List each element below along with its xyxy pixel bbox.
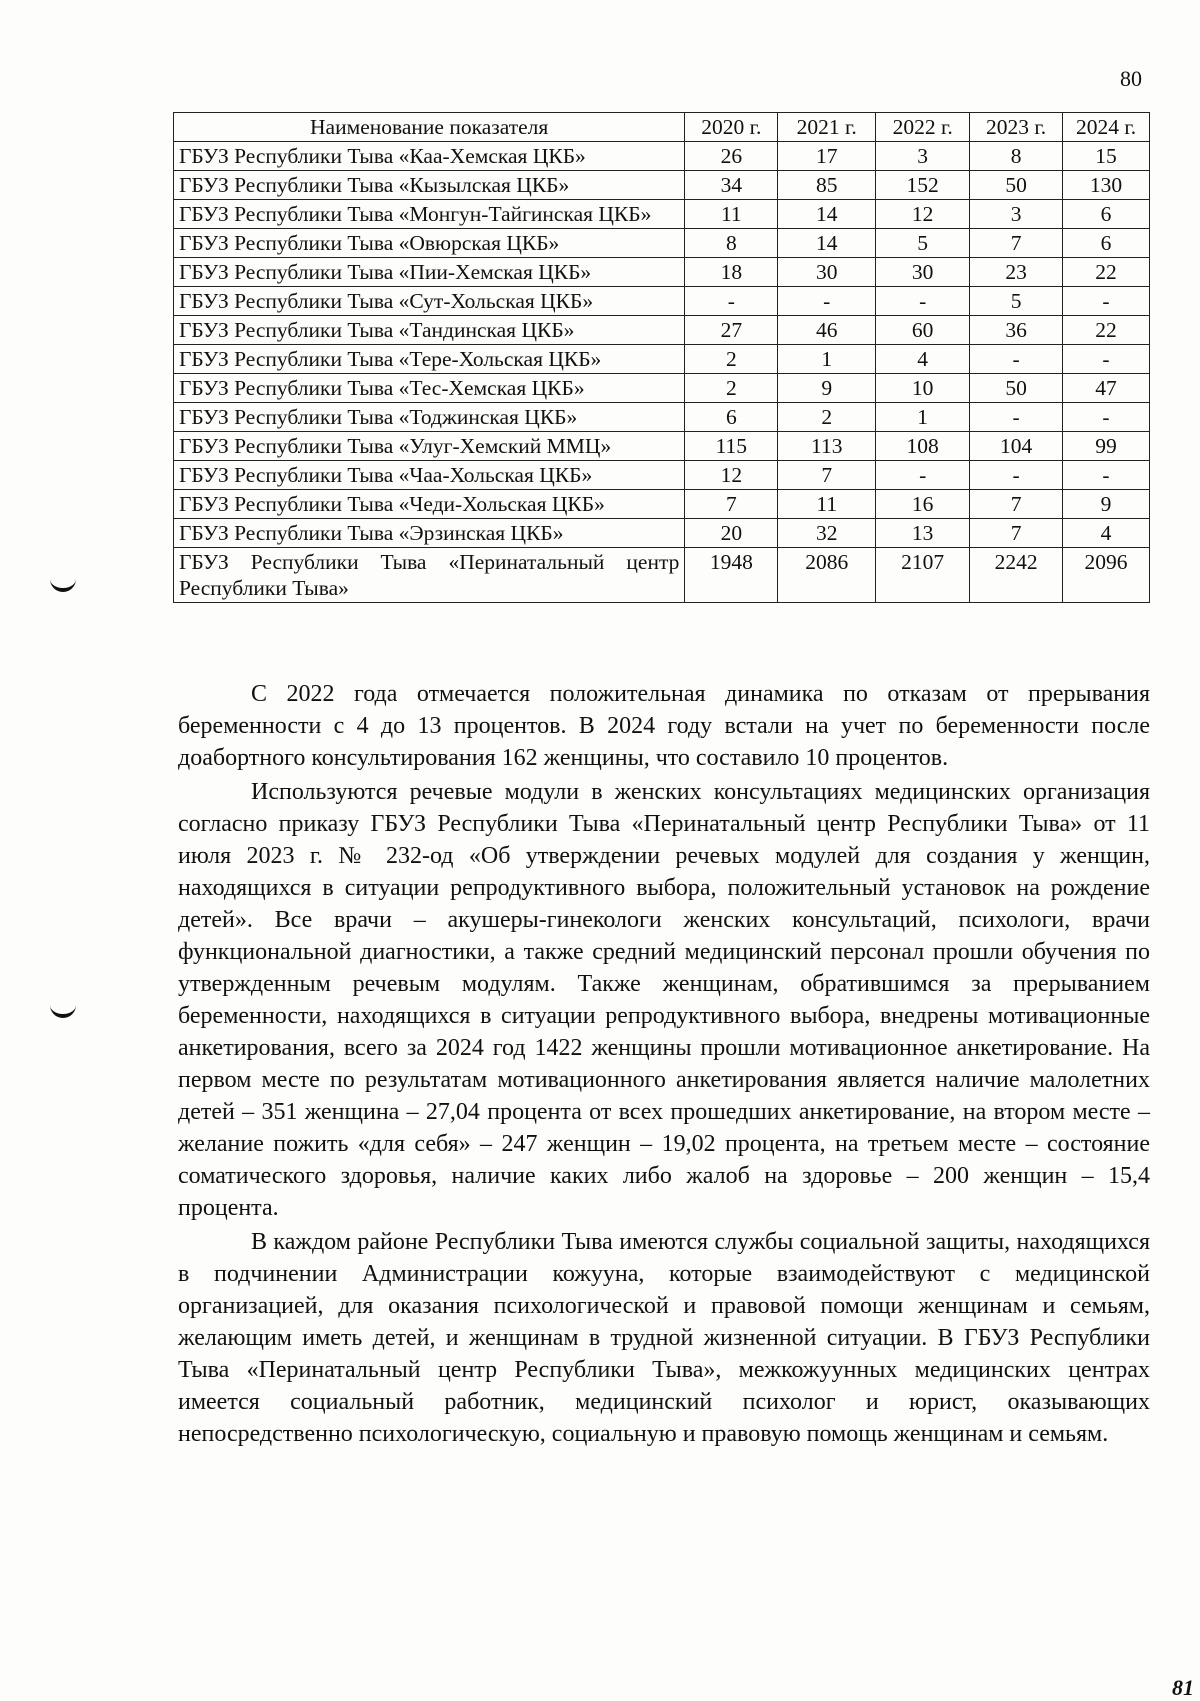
value-cell: 2096 (1063, 548, 1150, 603)
value-cell: 1948 (685, 548, 778, 603)
table-row (174, 229, 1150, 258)
value-cell: - (876, 287, 970, 316)
value-cell: 2242 (970, 548, 1063, 603)
value-cell: 4 (1063, 519, 1150, 548)
value-cell: - (1063, 403, 1150, 432)
table-header-row (174, 113, 1150, 142)
header-year-2020: 2020 г. (685, 113, 778, 142)
table-row (174, 403, 1150, 432)
value-cell: 11 (778, 490, 876, 519)
value-cell: 4 (876, 345, 970, 374)
header-indicator-name: Наименование показателя (174, 113, 685, 142)
value-cell: 16 (876, 490, 970, 519)
header-year-2022: 2022 г. (876, 113, 970, 142)
value-cell: 99 (1063, 432, 1150, 461)
paragraph: Используются речевые модули в женских консультациях медицинских организация согласно приказу ГБУЗ Республики Тыва «Перинатальный центр Республики Тыва» от 11 июля 2023 г. № 232-од «Об утверждении речевых модулей для создания у женщин, находящихся в ситуации репродуктивного выбора, положительный установок на рождение детей». Все врачи – акушеры-гинекологи женских консультаций, психологи, врачи функциональной диагностики, а также средний медицинский персонал прошли обучения по утвержденным речевым модулям. Также женщинам, обратившимся за прерыванием беременности, находящихся в ситуации репродуктивного выбора, внедрены мотивационные анкетирования, всего за 2024 год 1422 женщины прошли мотивационное анкетирование. На первом месте по результатам мотивационного анкетирования является наличие малолетних детей – 351 женщина – 27,04 процента от всех прошедших анкетирование, на втором месте – желание пожить «для себя» – 247 женщин – 19,02 процента, на третьем месте – состояние соматического здоровья, наличие каких либо жалоб на здоровье – 200 женщин – 15,4 процента. (178, 779, 1150, 1221)
header-year-2023: 2023 г. (970, 113, 1063, 142)
value-cell: 8 (970, 142, 1063, 171)
handwritten-page-mark: 81 (1172, 1675, 1194, 1700)
value-cell: 6 (1063, 200, 1150, 229)
organization-name-cell: ГБУЗ Республики Тыва «Эрзинская ЦКБ» (174, 519, 685, 548)
value-cell: 12 (685, 461, 778, 490)
body-text (178, 678, 1150, 1452)
value-cell: 5 (876, 229, 970, 258)
table-row (174, 432, 1150, 461)
value-cell: 47 (1063, 374, 1150, 403)
value-cell: - (970, 461, 1063, 490)
value-cell: 113 (778, 432, 876, 461)
value-cell: 12 (876, 200, 970, 229)
value-cell: 14 (778, 229, 876, 258)
table-row (174, 345, 1150, 374)
organization-name-cell: ГБУЗ Республики Тыва «Чеди-Хольская ЦКБ» (174, 490, 685, 519)
value-cell: 46 (778, 316, 876, 345)
value-cell: 9 (778, 374, 876, 403)
organization-name-cell: ГБУЗ Республики Тыва «Тоджинская ЦКБ» (174, 403, 685, 432)
value-cell: 13 (876, 519, 970, 548)
value-cell: 23 (970, 258, 1063, 287)
value-cell: 6 (685, 403, 778, 432)
value-cell: 9 (1063, 490, 1150, 519)
value-cell: 5 (970, 287, 1063, 316)
value-cell: - (876, 461, 970, 490)
value-cell: - (685, 287, 778, 316)
page-number: 80 (1120, 66, 1142, 91)
value-cell: - (778, 287, 876, 316)
value-cell: 108 (876, 432, 970, 461)
organization-name-cell: ГБУЗ Республики Тыва «Сут-Хольская ЦКБ» (174, 287, 685, 316)
organization-name-cell: ГБУЗ Республики Тыва «Улуг-Хемский ММЦ» (174, 432, 685, 461)
value-cell: 30 (778, 258, 876, 287)
value-cell: 60 (876, 316, 970, 345)
table-body (174, 142, 1150, 603)
value-cell: 22 (1063, 258, 1150, 287)
value-cell: 7 (778, 461, 876, 490)
organization-name-cell: ГБУЗ Республики Тыва «Чаа-Хольская ЦКБ» (174, 461, 685, 490)
value-cell: 26 (685, 142, 778, 171)
organization-name-cell: ГБУЗ Республики Тыва «Монгун-Тайгинская ЦКБ» (174, 200, 685, 229)
table-row (174, 142, 1150, 171)
table-row (174, 287, 1150, 316)
value-cell: 7 (970, 229, 1063, 258)
value-cell: 8 (685, 229, 778, 258)
value-cell: 22 (1063, 316, 1150, 345)
organization-name-cell: ГБУЗ Республики Тыва «Овюрская ЦКБ» (174, 229, 685, 258)
value-cell: 50 (970, 374, 1063, 403)
value-cell: 36 (970, 316, 1063, 345)
value-cell: 3 (970, 200, 1063, 229)
value-cell: 27 (685, 316, 778, 345)
statistics-table (173, 112, 1150, 603)
value-cell: 1 (778, 345, 876, 374)
value-cell: 30 (876, 258, 970, 287)
value-cell: 14 (778, 200, 876, 229)
organization-name-cell: ГБУЗ Республики Тыва «Перинатальный центр Республики Тыва» (174, 548, 685, 603)
value-cell: 34 (685, 171, 778, 200)
value-cell: 20 (685, 519, 778, 548)
value-cell: 1 (876, 403, 970, 432)
table-row (174, 490, 1150, 519)
value-cell: - (1063, 345, 1150, 374)
value-cell: 104 (970, 432, 1063, 461)
value-cell: - (970, 345, 1063, 374)
organization-name-cell: ГБУЗ Республики Тыва «Каа-Хемская ЦКБ» (174, 142, 685, 171)
value-cell: - (1063, 461, 1150, 490)
paragraph: С 2022 года отмечается положительная динамика по отказам от прерывания беременности с 4 до 13 процентов. В 2024 году встали на учет по беременности после доабортного консультирования 162 женщины, что составило 10 процентов. (178, 681, 1150, 771)
value-cell: 130 (1063, 171, 1150, 200)
value-cell: 7 (970, 490, 1063, 519)
table-row (174, 258, 1150, 287)
value-cell: 2 (685, 374, 778, 403)
organization-name-cell: ГБУЗ Республики Тыва «Тере-Хольская ЦКБ» (174, 345, 685, 374)
value-cell: 85 (778, 171, 876, 200)
table-row (174, 316, 1150, 345)
value-cell: 152 (876, 171, 970, 200)
value-cell: - (1063, 287, 1150, 316)
value-cell: 32 (778, 519, 876, 548)
value-cell: 7 (685, 490, 778, 519)
value-cell: 11 (685, 200, 778, 229)
scan-mark (50, 578, 76, 592)
table-row (174, 461, 1150, 490)
value-cell: 2 (685, 345, 778, 374)
value-cell: 6 (1063, 229, 1150, 258)
table-header (174, 113, 1150, 142)
value-cell: 2 (778, 403, 876, 432)
value-cell: 115 (685, 432, 778, 461)
table-row (174, 519, 1150, 548)
value-cell: 18 (685, 258, 778, 287)
header-year-2024: 2024 г. (1063, 113, 1150, 142)
value-cell: - (970, 403, 1063, 432)
organization-name-cell: ГБУЗ Республики Тыва «Тандинская ЦКБ» (174, 316, 685, 345)
value-cell: 50 (970, 171, 1063, 200)
value-cell: 10 (876, 374, 970, 403)
table-row (174, 171, 1150, 200)
table-row (174, 548, 1150, 603)
header-year-2021: 2021 г. (778, 113, 876, 142)
value-cell: 17 (778, 142, 876, 171)
table-row (174, 374, 1150, 403)
organization-name-cell: ГБУЗ Республики Тыва «Пии-Хемская ЦКБ» (174, 258, 685, 287)
organization-name-cell: ГБУЗ Республики Тыва «Кызылская ЦКБ» (174, 171, 685, 200)
paragraph: В каждом районе Республики Тыва имеются службы социальной защиты, находящихся в подчинении Администрации кожууна, которые взаимодействуют с медицинской организацией, для оказания психологической и правовой помощи женщинам и семьям, желающим иметь детей, и женщинам в трудной жизненной ситуации. В ГБУЗ Республики Тыва «Перинатальный центр Республики Тыва», межкожуунных медицинских центрах имеется социальный работник, медицинский психолог и юрист, оказывающих непосредственно психологическую, социальную и правовую помощь женщинам и семьям. (178, 1229, 1150, 1447)
value-cell: 2107 (876, 548, 970, 603)
scan-mark (50, 1004, 76, 1018)
value-cell: 15 (1063, 142, 1150, 171)
value-cell: 2086 (778, 548, 876, 603)
value-cell: 7 (970, 519, 1063, 548)
value-cell: 3 (876, 142, 970, 171)
organization-name-cell: ГБУЗ Республики Тыва «Тес-Хемская ЦКБ» (174, 374, 685, 403)
table-row (174, 200, 1150, 229)
